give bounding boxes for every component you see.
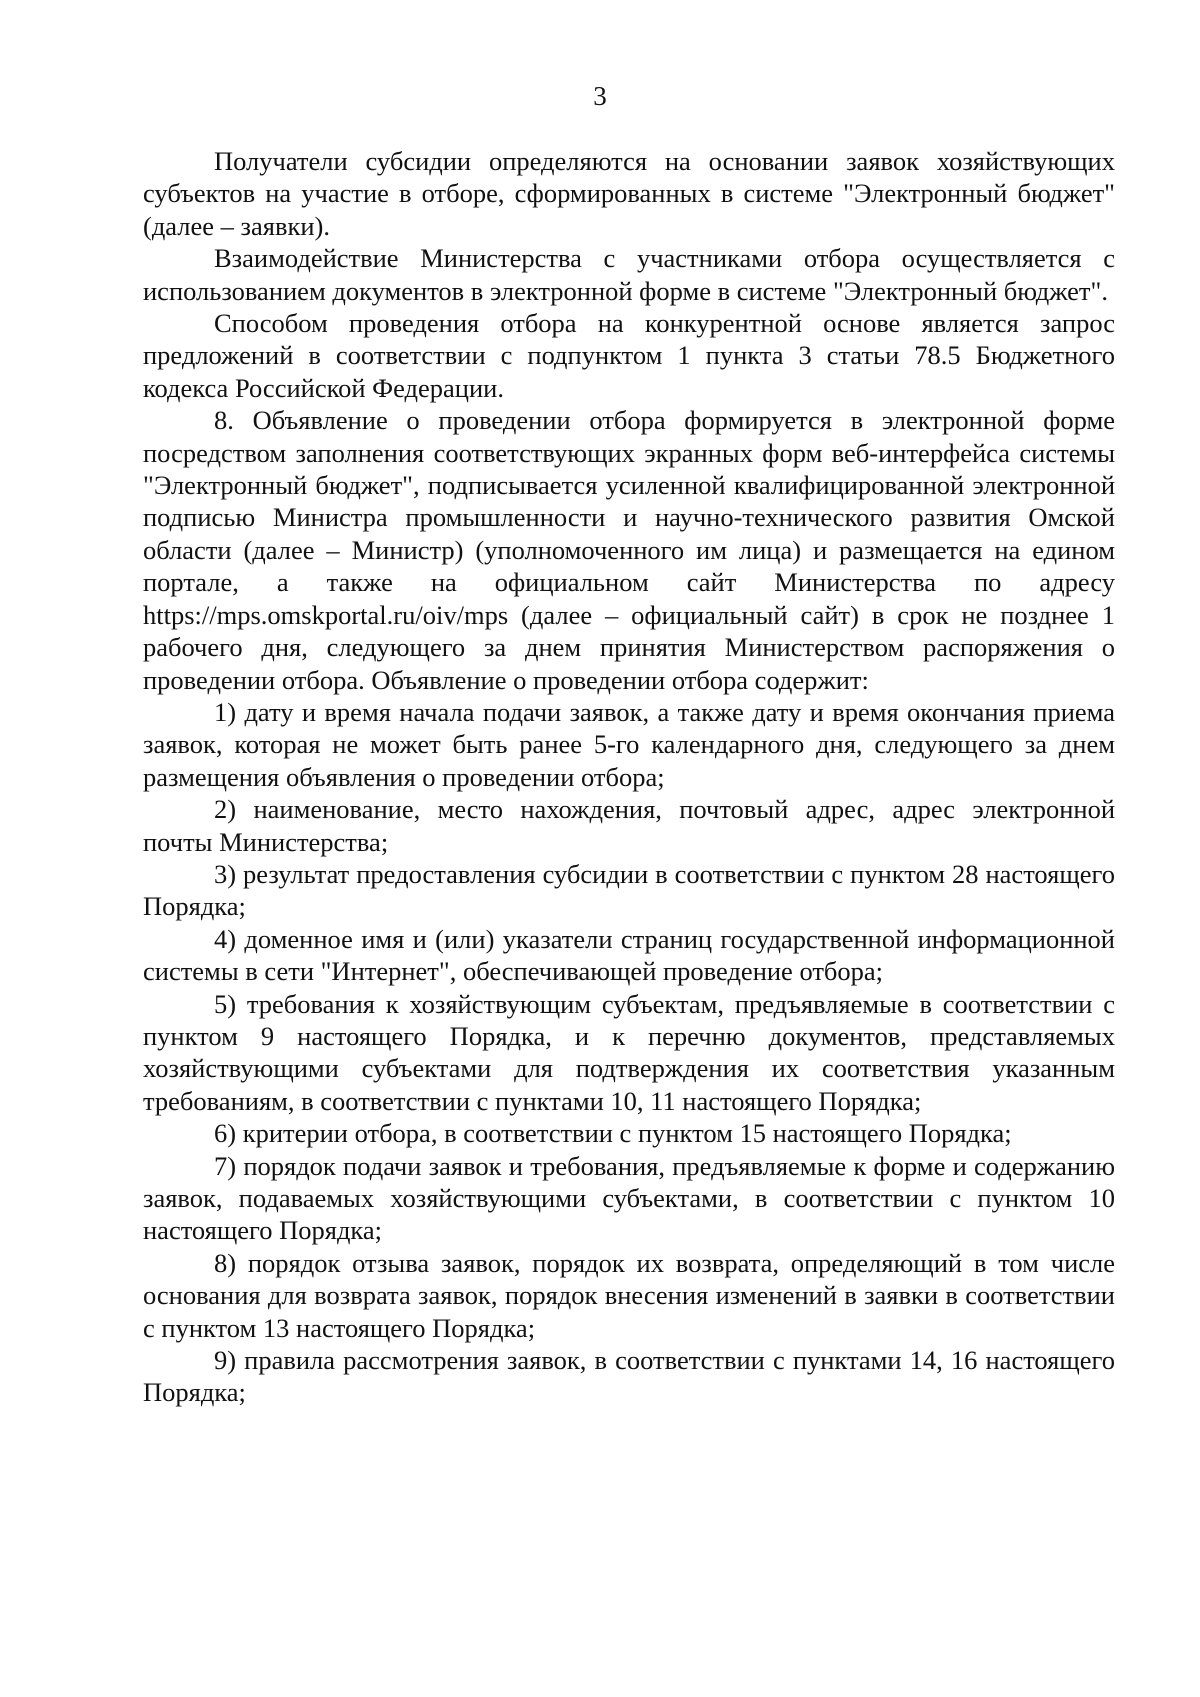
paragraph-announcement: 8. Объявление о проведении отбора формируется в электронной форме посредством заполнения соответствующих экранных форм веб-интерфейса системы "Электронный бюджет", подписывается усиленной квалифицированной электронной подписью Министра промышленности и научно-технического развития Омской области (далее – Министр) (уполномоченного им лица) и размещается на едином портале, а также на официальном сайт Министерства по адресу https://mps.omskportal.ru/oiv/mps (далее – официальный сайт) в срок не позднее 1 рабочего дня, следующего за днем принятия Министерством распоряжения о проведении отбора. Объявление о проведении отбора содержит:	[143, 405, 1115, 695]
list-item-4: 4) доменное имя и (или) указатели страниц государственной информационной системы в сети "Интернет", обеспечивающей проведение отбора;	[143, 923, 1115, 987]
list-item-8: 8) порядок отзыва заявок, порядок их возврата, определяющий в том числе основания для возврата заявок, порядок внесения изменений в заявки в соответствии с пунктом 13 настоящего Порядка;	[143, 1247, 1115, 1343]
page-number: 3	[593, 81, 607, 111]
document-body	[143, 145, 1115, 1409]
list-item-7: 7) порядок подачи заявок и требования, предъявляемые к форме и содержанию заявок, подаваемых хозяйствующими субъектами, в соответствии с пунктом 10 настоящего Порядка;	[143, 1150, 1115, 1246]
paragraph-selection-method: Способом проведения отбора на конкурентной основе является запрос предложений в соответствии с подпунктом 1 пункта 3 статьи 78.5 Бюджетного кодекса Российской Федерации.	[143, 308, 1115, 403]
list-item-1: 1) дату и время начала подачи заявок, а также дату и время окончания приема заявок, которая не может быть ранее 5-го календарного дня, следующего за днем размещения объявления о проведении отбора;	[143, 696, 1115, 792]
list-item-6: 6) критерии отбора, в соответствии с пунктом 15 настоящего Порядка;	[214, 1118, 1012, 1149]
list-item-3: 3) результат предоставления субсидии в соответствии с пунктом 28 настоящего Порядка;	[143, 858, 1115, 922]
list-item-5: 5) требования к хозяйствующим субъектам, предъявляемые в соответствии с пунктом 9 настоящего Порядка, и к перечню документов, представляемых хозяйствующими субъектами для подтверждения их соответствия указанным требованиям, в соответствии с пунктами 10, 11 настоящего Порядка;	[143, 988, 1115, 1116]
paragraph-recipients: Получатели субсидии определяются на основании заявок хозяйствующих субъектов на участие в отборе, сформированных в системе "Электронный бюджет" (далее – заявки).	[143, 146, 1115, 241]
list-item-9: 9) правила рассмотрения заявок, в соответствии с пунктами 14, 16 настоящего Порядка;	[143, 1345, 1115, 1408]
paragraph-interaction: Взаимодействие Министерства с участниками отбора осуществляется с использованием документов в электронной форме в системе "Электронный бюджет".	[143, 243, 1115, 306]
list-item-2: 2) наименование, место нахождения, почтовый адрес, адрес электронной почты Министерства;	[143, 794, 1115, 857]
